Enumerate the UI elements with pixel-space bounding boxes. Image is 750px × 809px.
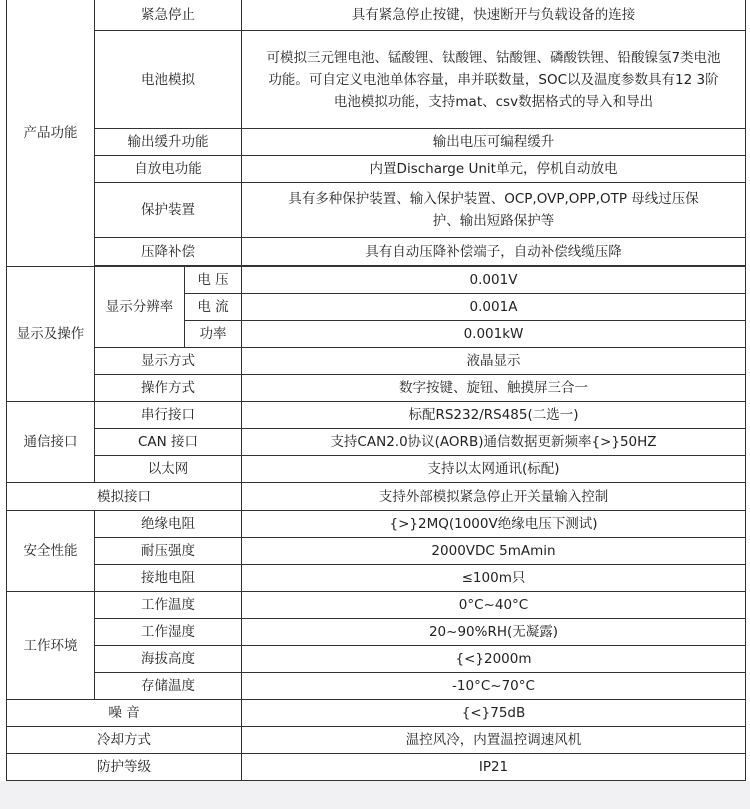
row-value-ip-rating: IP21 [242,754,746,781]
sub-label-voltage: 电 压 [185,267,242,294]
row-label-can: CAN 接口 [95,429,242,456]
row-value-display-mode: 液晶显示 [242,348,746,375]
row-label-analog: 模拟接口 [7,483,242,511]
row-label-operation-mode: 操作方式 [95,375,242,402]
table-row [7,619,746,646]
row-label-op-temp: 工作温度 [95,592,242,619]
table-row [7,156,746,183]
table-row [7,31,746,129]
row-value-ground: ≤100m只 [242,565,746,592]
row-value-analog: 支持外部模拟紧急停止开关量输入控制 [242,483,746,511]
row-value-withstand: 2000VDC 5mAmin [242,538,746,565]
row-value-cooling: 温控风冷，内置温控调速风机 [242,727,746,754]
spec-table [6,0,746,781]
table-row [7,727,746,754]
row-value-can: 支持CAN2.0协议(AORB)通信数据更新频率{>}50HZ [242,429,746,456]
table-row [7,538,746,565]
row-label-display-resolution: 显示分辨率 [95,267,185,348]
row-value-protection: 具有多种保护装置、输入保护装置、OCP,OVP,OPP,OTP 母线过压保护、输出短路保护等 [242,183,746,238]
row-label-ground: 接地电阻 [95,565,242,592]
row-label-ip-rating: 防护等级 [7,754,242,781]
row-value-voltage: 0.001V [242,267,746,294]
row-label-slow-rise: 输出缓升功能 [95,129,242,156]
group-label-product-functions: 产品功能 [7,0,95,267]
row-value-serial: 标配RS232/RS485(二选一) [242,402,746,429]
row-label-insulation: 绝缘电阻 [95,511,242,538]
row-label-cooling: 冷却方式 [7,727,242,754]
group-label-environment: 工作环境 [7,592,95,700]
row-label-drop-comp: 压降补偿 [95,238,242,266]
group-label-display-ops: 显示及操作 [7,267,95,402]
row-label-protection: 保护装置 [95,183,242,238]
sub-label-power: 功率 [185,321,242,348]
row-value-noise: {<}75dB [242,700,746,727]
table-row [7,700,746,727]
row-value-self-discharge: 内置Discharge Unit单元，停机自动放电 [242,156,746,183]
row-label-ethernet: 以太网 [95,456,242,483]
table-row [7,483,746,511]
table-row [7,565,746,592]
group-label-comm-interface: 通信接口 [7,402,95,483]
row-value-emergency-stop: 具有紧急停止按键，快速断开与负载设备的连接 [242,0,746,31]
row-value-drop-comp: 具有自动压降补偿端子，自动补偿线缆压降 [242,238,746,266]
table-row [7,402,746,429]
row-label-self-discharge: 自放电功能 [95,156,242,183]
row-value-current: 0.001A [242,294,746,321]
row-label-emergency-stop: 紧急停止 [95,0,242,31]
row-label-withstand: 耐压强度 [95,538,242,565]
row-value-battery-sim: 可模拟三元锂电池、锰酸锂、钛酸锂、钴酸锂、磷酸铁锂、铅酸镍氢7类电池功能。可自定义电池单体容量，串并联数量，SOC以及温度参数具有12 3阶电池模拟功能，支持mat、csv数据格式的导入和导出 [242,31,746,129]
row-value-insulation: {>}2MQ(1000V绝缘电压下测试) [242,511,746,538]
row-label-noise: 噪 音 [7,700,242,727]
page-bottom-band [0,781,750,809]
row-label-storage-temp: 存储温度 [95,673,242,700]
table-row [7,673,746,700]
table-row [7,129,746,156]
row-value-altitude: {<}2000m [242,646,746,673]
row-value-slow-rise: 输出电压可编程缓升 [242,129,746,156]
group-label-safety: 安全性能 [7,511,95,592]
row-label-op-humidity: 工作湿度 [95,619,242,646]
table-row [7,429,746,456]
row-value-power: 0.001kW [242,321,746,348]
row-value-storage-temp: -10°C~70°C [242,673,746,700]
sub-label-current: 电 流 [185,294,242,321]
table-row [7,456,746,483]
table-row [7,0,746,31]
table-row [7,348,746,375]
row-value-ethernet: 支持以太网通讯(标配) [242,456,746,483]
row-label-battery-sim: 电池模拟 [95,31,242,129]
row-value-op-humidity: 20~90%RH(无凝露) [242,619,746,646]
table-row [7,646,746,673]
table-row [7,511,746,538]
table-row [7,375,746,402]
row-label-altitude: 海拔高度 [95,646,242,673]
table-row [7,267,746,294]
table-row [7,183,746,238]
row-label-serial: 串行接口 [95,402,242,429]
table-row [7,592,746,619]
table-row [7,754,746,781]
row-value-op-temp: 0°C~40°C [242,592,746,619]
table-row [7,238,746,266]
row-value-operation-mode: 数字按键、旋钮、触摸屏三合一 [242,375,746,402]
row-label-display-mode: 显示方式 [95,348,242,375]
